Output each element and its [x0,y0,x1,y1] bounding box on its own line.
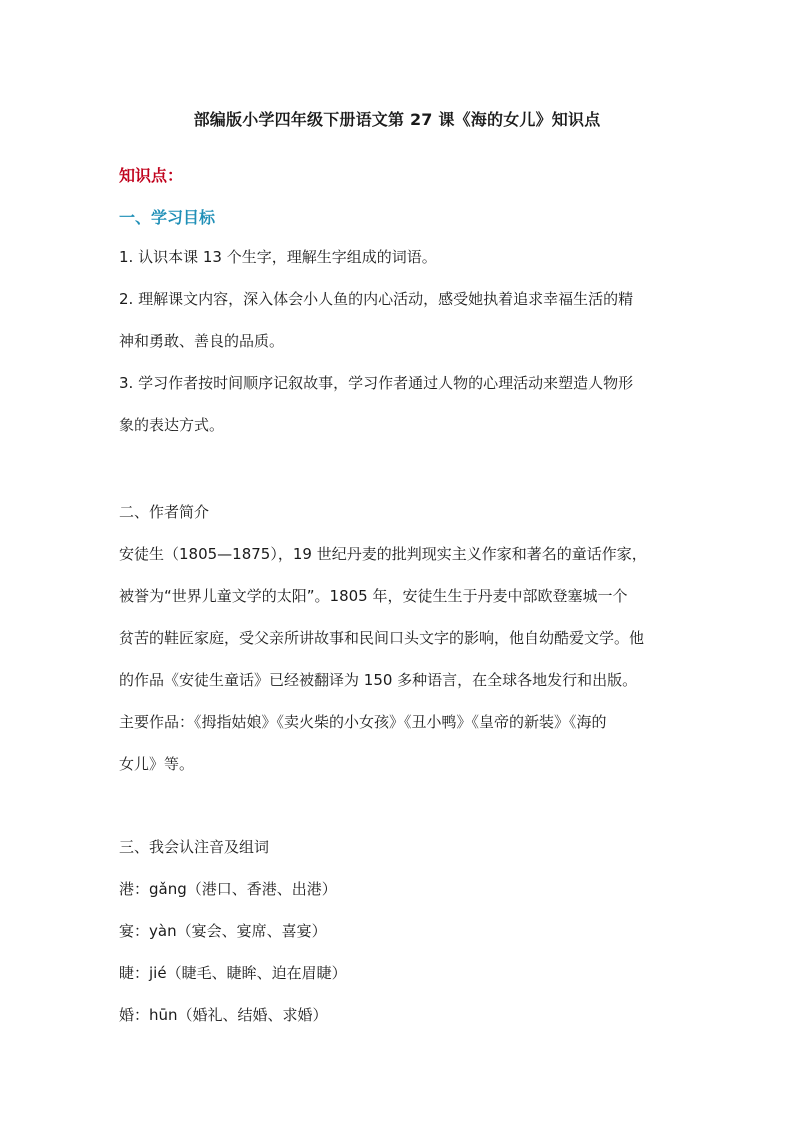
author-line: 女儿》等。 [119,755,195,773]
author-section [119,491,679,785]
words-section [119,826,679,1036]
goal-line: 象的表达方式。 [119,416,225,434]
section-heading-author: 二、作者简介 [119,503,210,521]
goal-line: 2. 理解课文内容，深入体会小人鱼的内心活动，感受她执着追求幸福生活的精 [119,290,634,308]
goal-line: 3. 学习作者按时间顺序记叙故事，学习作者通过人物的心理活动来塑造人物形 [119,374,634,392]
knowledge-label: 知识点： [119,166,184,185]
author-line: 被誉为“世界儿童文学的太阳”。1805 年，安徒生生于丹麦中部欧登塞城一个 [119,587,628,605]
document-title: 部编版小学四年级下册语文第 27 课《海的女儿》知识点 [193,110,601,129]
section-heading-words: 三、我会认注音及组词 [119,838,270,856]
section-heading-goals: 一、学习目标 [119,208,216,227]
author-line: 贫苦的鞋匠家庭，受父亲所讲故事和民间口头文字的影响，他自幼酷爱文学。他 [119,629,645,647]
author-line: 安徒生（1805—1875），19 世纪丹麦的批判现实主义作家和著名的童话作家， [119,545,647,563]
author-line: 的作品《安徒生童话》已经被翻译为 150 多种语言，在全球各地发行和出版。 [119,671,638,689]
goal-line: 神和勇敢、善良的品质。 [119,332,285,350]
goal-line: 1. 认识本课 13 个生字，理解生字组成的词语。 [119,248,437,266]
author-line: 主要作品：《拇指姑娘》《卖火柴的小女孩》《丑小鸭》《皇帝的新装》《海的 [119,713,607,731]
word-line: 港：gǎng（港口、香港、出港） [119,880,337,898]
word-line: 睫：jié（睫毛、睫眸、迫在眉睫） [119,964,347,982]
goals-list [119,236,679,446]
word-line: 宴：yàn（宴会、宴席、喜宴） [119,922,327,940]
word-line: 婚：hūn（婚礼、结婚、求婚） [119,1006,328,1024]
